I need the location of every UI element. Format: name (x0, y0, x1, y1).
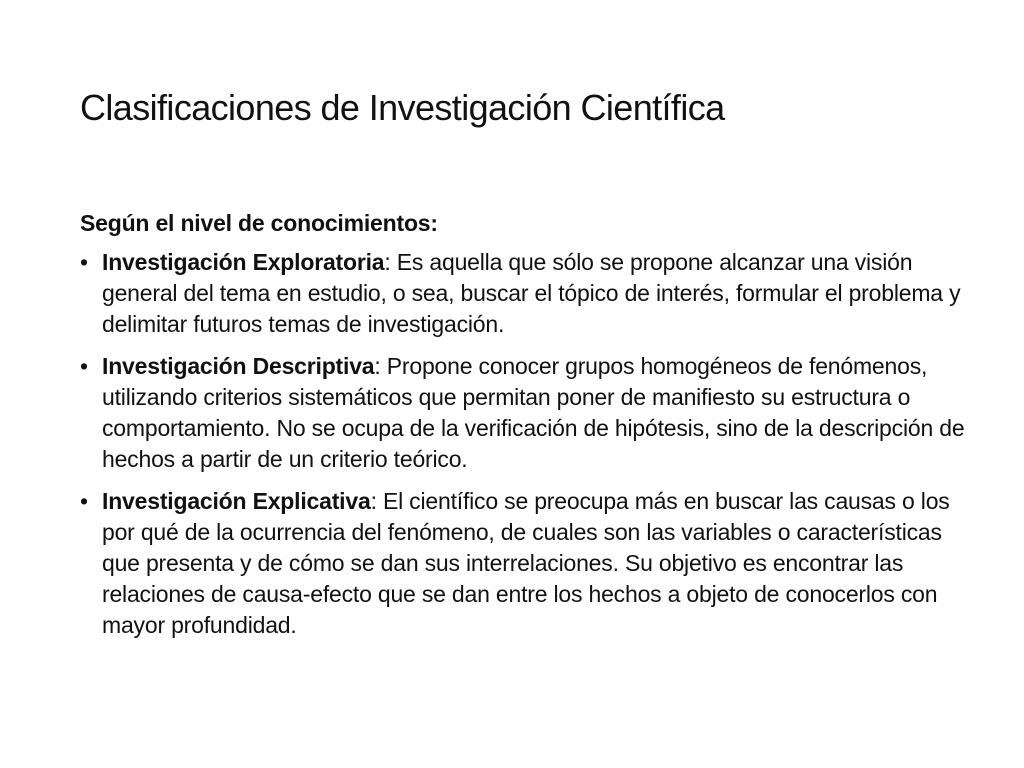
bullet-icon: • (80, 488, 88, 514)
item-term: Investigación Exploratoria (102, 249, 385, 275)
item-term: Investigación Descriptiva (102, 353, 375, 379)
bullet-icon: • (80, 353, 88, 379)
item-term: Investigación Explicativa (102, 488, 371, 514)
bullet-list (80, 247, 980, 641)
list-item-descriptiva (80, 351, 980, 475)
list-item-exploratoria (80, 247, 980, 340)
bullet-icon: • (80, 249, 88, 275)
item-description: : El científico se preocupa más en buscar las causas o los por qué de la ocurrencia del fenómeno, de cuales son las variables o características que presenta y de cómo se dan sus interrelaciones. Su objetivo es encontrar las relaciones de causa-efecto que se dan entre los hechos a objeto de conocerlos con mayor profundidad. (102, 488, 950, 638)
item-description: : Es aquella que sólo se propone alcanzar una visión general del tema en estudio, o sea, buscar el tópico de interés, formular el problema y delimitar futuros temas de investigación. (102, 249, 961, 337)
list-item-explicativa (80, 486, 980, 641)
section-heading: Según el nivel de conocimientos: (80, 210, 438, 236)
item-description: : Propone conocer grupos homogéneos de fenómenos, utilizando criterios sistemáticos que permitan poner de manifiesto su estructura o comportamiento. No se ocupa de la verificación de hipótesis, sino de la descripción de hechos a partir de un criterio teórico. (102, 353, 965, 472)
slide-content (80, 208, 980, 652)
slide-title: Clasificaciones de Investigación Científica (80, 87, 725, 128)
